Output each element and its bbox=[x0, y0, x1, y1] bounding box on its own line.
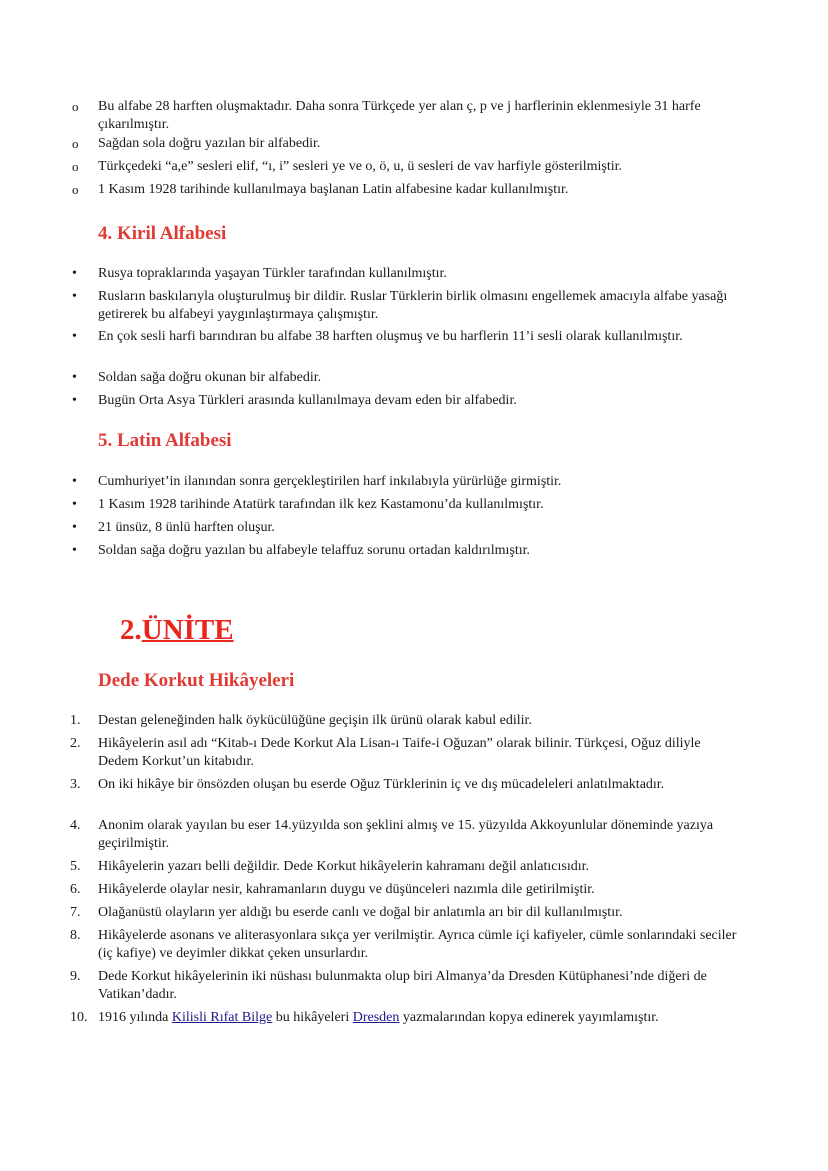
list-item: • Rusların baskılarıyla oluşturulmuş bir dildir. Ruslar Türklerin birlik olmasını engellemek amacıyla alfabe yasağı getirerek bu alfabeyi yaygınlaştırmaya çalışmıştır. bbox=[72, 289, 728, 322]
circle-bullet-icon: o bbox=[72, 182, 79, 197]
circle-bullet-icon: o bbox=[72, 136, 79, 151]
list-item: • Soldan sağa doğru yazılan bu alfabeyle telaffuz sorunu ortadan kaldırılmıştır. bbox=[72, 543, 531, 558]
list-item: 1. Destan geleneğinden halk öykücülüğüne geçişin ilk ürünü olarak kabul edilir. bbox=[70, 713, 532, 728]
list-item: • 1 Kasım 1928 tarihinde Atatürk tarafından ilk kez Kastamonu’da kullanılmıştır. bbox=[72, 497, 544, 512]
list-number: 3. bbox=[70, 777, 81, 792]
list-item: 10. 1916 yılında Kilisli Rıfat Bilge bu hikâyeleri Dresden yazmalarından kopya edinerek yayımlamıştır. bbox=[70, 1010, 659, 1025]
list-item: • Bugün Orta Asya Türkleri arasında kullanılmaya devam eden bir alfabedir. bbox=[72, 393, 517, 408]
unit-number: 2. bbox=[120, 614, 142, 646]
list-item: 5. Hikâyelerin yazarı belli değildir. Dede Korkut hikâyelerin kahramanı değil anlatıcısıdır. bbox=[70, 859, 589, 874]
bullet-icon: • bbox=[72, 370, 77, 385]
dresden-link[interactable]: Dresden bbox=[352, 1010, 400, 1025]
list-number: 1. bbox=[70, 713, 81, 728]
list-number: 9. bbox=[70, 969, 81, 984]
list-item: • Soldan sağa doğru okunan bir alfabedir. bbox=[72, 370, 322, 385]
list-item: o Sağdan sola doğru yazılan bir alfabedir. bbox=[72, 136, 321, 151]
latin-heading: 5. Latin Alfabesi bbox=[98, 430, 232, 451]
list-item: 6. Hikâyelerde olaylar nesir, kahramanların duygu ve düşünceleri nazımla dile getirilmiştir. bbox=[70, 882, 595, 897]
list-item: 8. Hikâyelerde asonans ve aliterasyonlara sıkça yer verilmiştir. Ayrıca cümle içi kafiyeler, cümle sonlarındaki seciler (iç kafiye) ve deyimler dikkat çeken unsurlardır. bbox=[70, 928, 737, 961]
list-item: • Cumhuriyet’in ilanından sonra gerçekleştirilen harf inkılabıyla yürürlüğe girmiştir. bbox=[72, 474, 562, 489]
list-number: 10. bbox=[70, 1010, 88, 1025]
list-number: 6. bbox=[70, 882, 81, 897]
circle-bullet-icon: o bbox=[72, 159, 79, 174]
kilisli-rifat-bilge-link[interactable]: Kilisli Rıfat Bilge bbox=[171, 1010, 273, 1025]
kiril-list bbox=[0, 265, 738, 410]
list-item: • Rusya topraklarında yaşayan Türkler tarafından kullanılmıştır. bbox=[72, 266, 447, 281]
list-item: o 1 Kasım 1928 tarihinde kullanılmaya başlanan Latin alfabesine kadar kullanılmıştır. bbox=[72, 182, 569, 197]
kiril-heading: 4. Kiril Alfabesi bbox=[98, 223, 227, 244]
bullet-icon: • bbox=[72, 543, 77, 558]
bullet-icon: • bbox=[72, 393, 77, 408]
bullet-icon: • bbox=[72, 289, 77, 304]
list-item: 7. Olağanüstü olayların yer aldığı bu eserde canlı ve doğal bir anlatımla arı bir dil kullanılmıştır. bbox=[70, 905, 623, 920]
circle-bullet-icon: o bbox=[72, 99, 79, 114]
unit-title bbox=[120, 614, 234, 647]
dede-korkut-list bbox=[0, 712, 738, 1027]
bullet-icon: • bbox=[72, 266, 77, 281]
list-item: o Bu alfabe 28 harften oluşmaktadır. Daha sonra Türkçede yer alan ç, p ve j harflerinin eklenmesiyle 31 harfe çıkarılmıştır. bbox=[72, 99, 701, 132]
dede-korkut-heading: Dede Korkut Hikâyeleri bbox=[98, 670, 295, 691]
list-item: o Türkçedeki “a,e” sesleri elif, “ı, i” sesleri ye ve o, ö, u, ü sesleri de vav harfiyle gösterilmiştir. bbox=[72, 159, 623, 174]
list-number: 4. bbox=[70, 818, 81, 833]
bullet-icon: • bbox=[72, 329, 77, 344]
list-item: 9. Dede Korkut hikâyelerinin iki nüshası bulunmakta olup biri Almanya’da Dresden Kütüphanesi’nde diğeri de Vatikan’dadır. bbox=[70, 969, 707, 1002]
list-item: 2. Hikâyelerin asıl adı “Kitab-ı Dede Korkut Ala Lisan-ı Taife-i Oğuzan” olarak bilinir. Türkçesi, Oğuz diliyle Dedem Korkut’un kitabıdır. bbox=[70, 736, 701, 769]
arabic-alphabet-list bbox=[0, 98, 738, 199]
latin-list bbox=[0, 473, 738, 560]
list-number: 2. bbox=[70, 736, 81, 751]
list-number: 7. bbox=[70, 905, 81, 920]
list-item: • 21 ünsüz, 8 ünlü harften oluşur. bbox=[72, 520, 275, 535]
list-number: 8. bbox=[70, 928, 81, 943]
list-item: 3. On iki hikâye bir önsözden oluşan bu eserde Oğuz Türklerinin iç ve dış mücadeleleri anlatılmaktadır. bbox=[70, 777, 665, 792]
unit-title-text: ÜNİTE bbox=[141, 614, 234, 646]
list-item: • En çok sesli harfi barındıran bu alfabe 38 harften oluşmuş ve bu harflerin 11’i sesli olarak kullanılmıştır. bbox=[72, 329, 683, 344]
bullet-icon: • bbox=[72, 474, 77, 489]
bullet-icon: • bbox=[72, 520, 77, 535]
list-item: 4. Anonim olarak yayılan bu eser 14.yüzyılda son şeklini almış ve 15. yüzyılda Akkoyunlular döneminde yazıya geçirilmiştir. bbox=[70, 818, 714, 851]
bullet-icon: • bbox=[72, 497, 77, 512]
list-number: 5. bbox=[70, 859, 81, 874]
